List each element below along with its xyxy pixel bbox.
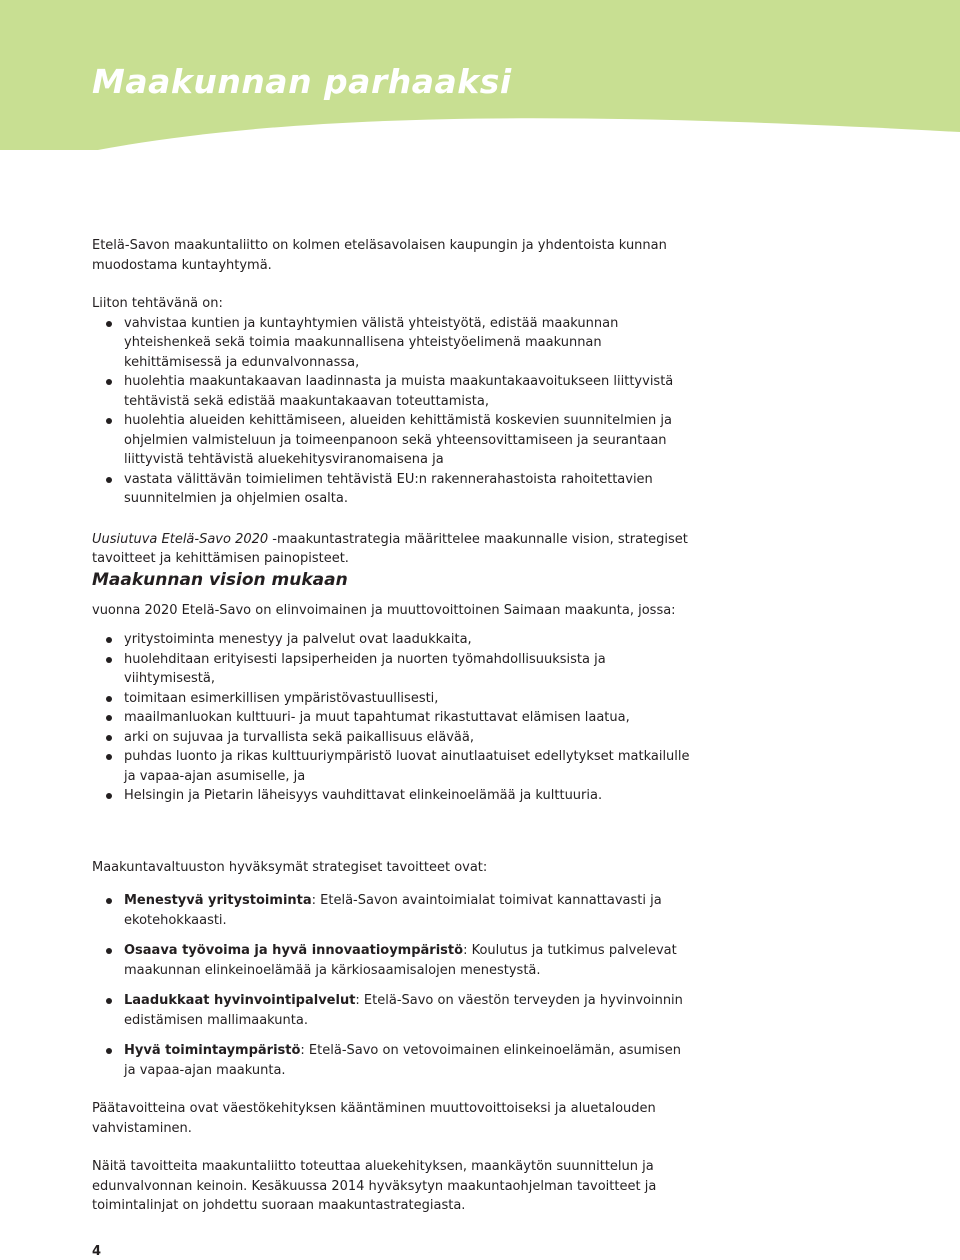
list-item: arki on sujuvaa ja turvallista sekä paikallisuus elävää, [92,728,692,748]
strategy-paragraph [92,530,692,569]
goal-name: Menestyvä yritystoiminta [124,893,312,908]
list-item: toimitaan esimerkillisen ympäristövastuullisesti, [92,689,692,709]
intro-paragraph: Etelä-Savon maakuntaliitto on kolmen eteläsavolaisen kaupungin ja yhdentoista kunnan muodostama kuntayhtymä. [92,238,667,273]
list-item [92,891,692,930]
list-item: puhdas luonto ja rikas kulttuuriympäristö luovat ainutlaatuiset edellytykset matkailulle ja vapaa-ajan asumiselle, ja [92,747,692,786]
tasks-heading: Liiton tehtävänä on: [92,296,223,311]
goal-text: : Koulutus ja tutkimus palvelevat maakunnan elinkeinoelämää ja kärkiosaamisalojen menestystä. [124,943,677,978]
list-item: huolehtia alueiden kehittämiseen, alueiden kehittämistä koskevien suunnitelmien ja ohjelmien valmisteluun ja toimeenpanoon sekä yhteensovittamiseen ja seurantaan liittyvistä tehtävistä aluekehitysviranomaisena ja [92,411,692,470]
main-goals-paragraph: Päätavoitteina ovat väestökehityksen kääntäminen muuttovoittoiseksi ja aluetalouden vahvistaminen. [92,1101,656,1136]
list-item: maailmanluokan kulttuuri- ja muut tapahtumat rikastuttavat elämisen laatua, [92,708,692,728]
list-item: vahvistaa kuntien ja kuntayhtymien välistä yhteistyötä, edistää maakunnan yhteishenkeä sekä toimia maakunnallisena yhteistyöelimenä maakunnan kehittämisessä ja edunvalvonnassa, [92,314,692,373]
strategy-description: -maakuntastrategia määrittelee maakunnalle vision, strategiset tavoitteet ja kehittämisen painopisteet. [92,531,688,566]
goal-name: Hyvä toimintaympäristö [124,1043,301,1058]
list-item [92,991,692,1030]
goals-lead: Maakuntavaltuuston hyväksymät strategiset tavoitteet ovat: [92,859,488,875]
page-number: 4 [92,1244,102,1259]
list-item: huolehditaan erityisesti lapsiperheiden ja nuorten työmahdollisuuksista ja viihtymisestä, [92,650,692,689]
vision-lead: vuonna 2020 Etelä-Savo on elinvoimainen ja muuttovoittoinen Saimaan maakunta, jossa: [92,602,676,618]
goals-list [92,891,692,1080]
vision-list [92,630,692,806]
list-item: yritystoiminta menestyy ja palvelut ovat laadukkaita, [92,630,692,650]
strategy-name: Uusiutuva Etelä-Savo 2020 [92,531,269,547]
list-item [92,1041,692,1080]
list-item: huolehtia maakuntakaavan laadinnasta ja muista maakuntakaavoitukseen liittyvistä tehtävistä sekä edistää maakuntakaavan toteuttamista, [92,372,692,411]
goal-text: : Etelä-Savo on vetovoimainen elinkeinoelämän, asumisen ja vapaa-ajan maakunta. [124,1043,681,1078]
tasks-list [92,314,692,509]
page-content [92,236,692,1216]
goal-name: Laadukkaat hyvinvointipalvelut [124,993,356,1008]
goal-text: : Etelä-Savo on väestön terveyden ja hyvinvoinnin edistämisen mallimaakunta. [124,993,683,1028]
list-item: vastata välittävän toimielimen tehtävistä EU:n rakennerahastoista rahoitettavien suunnitelmien ja ohjelmien osalta. [92,470,692,509]
goal-name: Osaava työvoima ja hyvä innovaatioympäristö [124,943,464,958]
goal-text: : Etelä-Savon avaintoimialat toimivat kannattavasti ja ekotehokkaasti. [124,893,662,928]
list-item [92,941,692,980]
closing-paragraph: Näitä tavoitteita maakuntaliitto toteuttaa aluekehityksen, maankäytön suunnittelun ja edunvalvonnan keinoin. Kesäkuussa 2014 hyväksytyn maakuntaohjelman tavoitteet ja toimintalinjat on johdettu suoraan maakuntastrategiasta. [92,1159,657,1213]
list-item: Helsingin ja Pietarin läheisyys vauhdittavat elinkeinoelämää ja kulttuuria. [92,786,692,806]
page-title: Maakunnan parhaaksi [92,62,512,101]
vision-heading: Maakunnan vision mukaan [92,569,348,590]
